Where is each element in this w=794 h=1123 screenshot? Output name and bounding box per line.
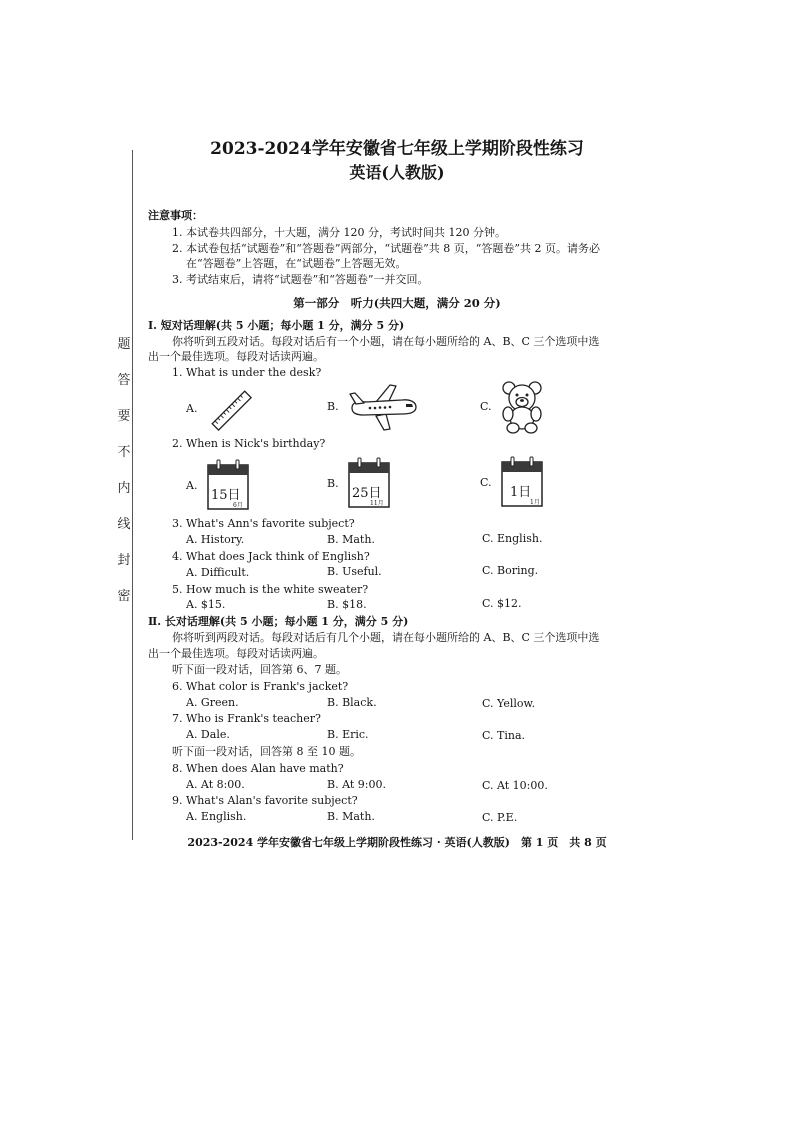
section-heading: Ⅰ. 短对话理解(共 5 小题；每小题 1 分，满分 5 分): [148, 319, 405, 332]
option-label: B.: [327, 400, 339, 413]
option-c: C. P.E.: [482, 811, 518, 824]
binding-char: 答: [117, 373, 131, 388]
notice-item: 1. 本试卷共四部分，十大题，满分 120 分，考试时间共 120 分钟。: [172, 226, 506, 239]
option-a: A. Green.: [186, 696, 239, 709]
dialogue-instruction: 听下面一段对话，回答第 6、7 题。: [172, 663, 347, 676]
calendar-month: 1月: [530, 499, 540, 506]
option-label: B.: [327, 477, 339, 490]
notice-item: 在“答题卷”上答题，在“试题卷”上答题无效。: [186, 257, 407, 270]
ruler-icon: [207, 386, 257, 436]
option-c: C. Boring.: [482, 564, 539, 577]
option-a: A. $15.: [186, 598, 226, 611]
section-intro: 出一个最佳选项。每段对话读两遍。: [148, 647, 324, 660]
binding-char: 内: [117, 481, 131, 496]
notice-heading: 注意事项：: [148, 209, 203, 222]
binding-char: 题: [117, 337, 131, 352]
calendar-day: 1日: [510, 485, 532, 500]
section-intro: 你将听到五段对话。每段对话后有一个小题，请在每小题所给的 A、B、C 三个选项中选: [172, 335, 600, 348]
option-b: B. At 9:00.: [327, 778, 386, 791]
part-title: 第一部分 听力(共四大题，满分 20 分): [293, 296, 501, 310]
question-stem: 1. What is under the desk?: [172, 366, 322, 379]
calendar-month: 6月: [233, 502, 243, 509]
calendar-day: 15日: [211, 488, 241, 503]
section-heading: Ⅱ. 长对话理解(共 5 小题；每小题 1 分，满分 5 分): [148, 615, 409, 628]
notice-item: 2. 本试卷包括“试题卷”和“答题卷”两部分，“试题卷”共 8 页，“答题卷”共 2 页。请务必: [172, 242, 600, 255]
binding-char: 不: [117, 445, 131, 460]
binding-char: 要: [117, 409, 131, 424]
page-footer: 2023-2024 学年安徽省七年级上学期阶段性练习 · 英语(人教版) 第 1 页 共 8 页: [187, 836, 607, 849]
option-b: B. Eric.: [327, 728, 369, 741]
question-stem: 6. What color is Frank's jacket?: [172, 680, 349, 693]
option-b: B. $18.: [327, 598, 367, 611]
question-stem: 5. How much is the white sweater?: [172, 583, 369, 596]
question-stem: 7. Who is Frank's teacher?: [172, 712, 321, 725]
option-b: B. Math.: [327, 533, 375, 546]
question-stem: 3. What's Ann's favorite subject?: [172, 517, 355, 530]
binding-notice: [114, 338, 134, 626]
dialogue-instruction: 听下面一段对话，回答第 8 至 10 题。: [172, 745, 361, 758]
airplane-icon: [346, 382, 418, 434]
question-stem: 4. What does Jack think of English?: [172, 550, 370, 563]
binding-char: 线: [117, 517, 131, 532]
option-c: C. English.: [482, 532, 543, 545]
option-b: B. Black.: [327, 696, 377, 709]
binding-char: 封: [117, 553, 131, 568]
section-intro: 出一个最佳选项。每段对话读两遍。: [148, 350, 324, 363]
option-c: C. At 10:00.: [482, 779, 548, 792]
option-b: B. Math.: [327, 810, 375, 823]
option-label: A.: [186, 479, 198, 492]
calendar-month: 11月: [370, 500, 384, 507]
option-a: A. English.: [186, 810, 247, 823]
calendar-day: 25日: [352, 486, 382, 501]
option-c: C. Tina.: [482, 729, 526, 742]
page-title: 2023-2024学年安徽省七年级上学期阶段性练习: [210, 139, 584, 159]
option-c: C. $12.: [482, 597, 522, 610]
option-a: A. History.: [186, 533, 245, 546]
option-b: B. Useful.: [327, 565, 382, 578]
question-stem: 8. When does Alan have math?: [172, 762, 344, 775]
option-a: A. Dale.: [186, 728, 230, 741]
question-stem: 2. When is Nick's birthday?: [172, 437, 326, 450]
option-a: A. At 8:00.: [186, 778, 245, 791]
option-label: C.: [480, 476, 492, 489]
option-c: C. Yellow.: [482, 697, 536, 710]
teddy-bear-icon: [500, 380, 544, 434]
page-subtitle: 英语(人教版): [349, 163, 445, 182]
option-label: A.: [186, 402, 198, 415]
notice-item: 3. 考试结束后，请将“试题卷”和“答题卷”一并交回。: [172, 273, 429, 286]
option-a: A. Difficult.: [186, 566, 250, 579]
option-label: C.: [480, 400, 492, 413]
question-stem: 9. What's Alan's favorite subject?: [172, 794, 358, 807]
section-intro: 你将听到两段对话。每段对话后有几个小题，请在每小题所给的 A、B、C 三个选项中选: [172, 631, 600, 644]
binding-char: 密: [117, 589, 131, 604]
